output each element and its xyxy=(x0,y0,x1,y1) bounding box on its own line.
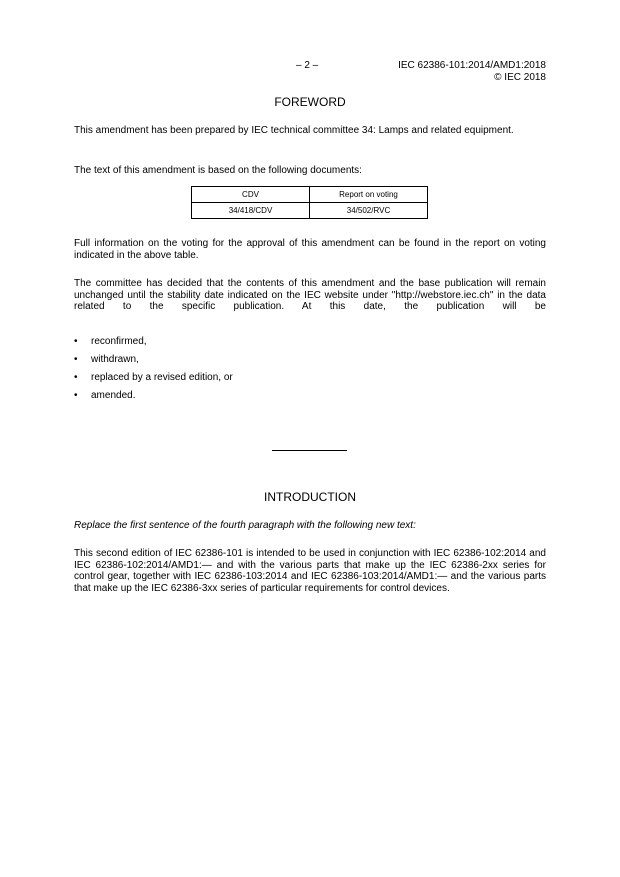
table-header-cell: Report on voting xyxy=(310,187,428,203)
table-row xyxy=(192,203,428,219)
bullet-icon: • xyxy=(74,390,78,401)
list-item xyxy=(74,354,546,372)
table-header-row xyxy=(192,187,428,203)
page-header xyxy=(74,60,546,86)
document-id: IEC 62386-101:2014/AMD1:2018 xyxy=(398,60,546,71)
table-header-cell: CDV xyxy=(192,187,310,203)
list-item-text: amended. xyxy=(91,390,136,401)
bullet-icon: • xyxy=(74,354,78,365)
foreword-paragraph-committee: This amendment has been prepared by IEC technical committee 34: Lamps and related equipment. xyxy=(74,125,514,136)
publication-options-list xyxy=(74,336,546,408)
foreword-heading: FOREWORD xyxy=(274,95,346,109)
foreword-paragraph-stability: The committee has decided that the contents of this amendment and the base publication will remain unchanged until the stability date indicated on the IEC website under "http://webstore.iec.ch" in the data related to the specific publication. At this date, the publication will be xyxy=(74,278,546,312)
introduction-text: This second edition of IEC 62386-101 is intended to be used in conjunction with IEC 62386-102:2014 and IEC 62386-102:2014/AMD1:— and with the various parts that make up the IEC 62386-2xx series for control gear, together with IEC 62386-103:2014 and IEC 62386-103:2014/AMD1:— and the various parts that make up the IEC 62386-3xx series of particular requirements for control devices. xyxy=(74,548,546,594)
list-item xyxy=(74,336,546,354)
list-item xyxy=(74,390,546,408)
list-item-text: reconfirmed, xyxy=(91,336,147,347)
list-item xyxy=(74,372,546,390)
bullet-icon: • xyxy=(74,372,78,383)
foreword-paragraph-voting: Full information on the voting for the approval of this amendment can be found in the report on voting indicated in the above table. xyxy=(74,238,546,261)
list-item-text: withdrawn, xyxy=(91,354,139,365)
section-separator xyxy=(272,450,347,451)
introduction-heading: INTRODUCTION xyxy=(264,490,356,504)
bullet-icon: • xyxy=(74,336,78,347)
foreword-paragraph-documents: The text of this amendment is based on the following documents: xyxy=(74,165,362,176)
page-number: – 2 – xyxy=(296,60,319,71)
table-cell: 34/502/RVC xyxy=(310,203,428,219)
document-reference xyxy=(398,60,546,84)
list-item-text: replaced by a revised edition, or xyxy=(91,372,233,383)
copyright-notice: © IEC 2018 xyxy=(494,72,546,83)
voting-documents-table xyxy=(191,186,428,219)
table-cell: 34/418/CDV xyxy=(192,203,310,219)
introduction-instruction: Replace the first sentence of the fourth paragraph with the following new text: xyxy=(74,520,416,531)
